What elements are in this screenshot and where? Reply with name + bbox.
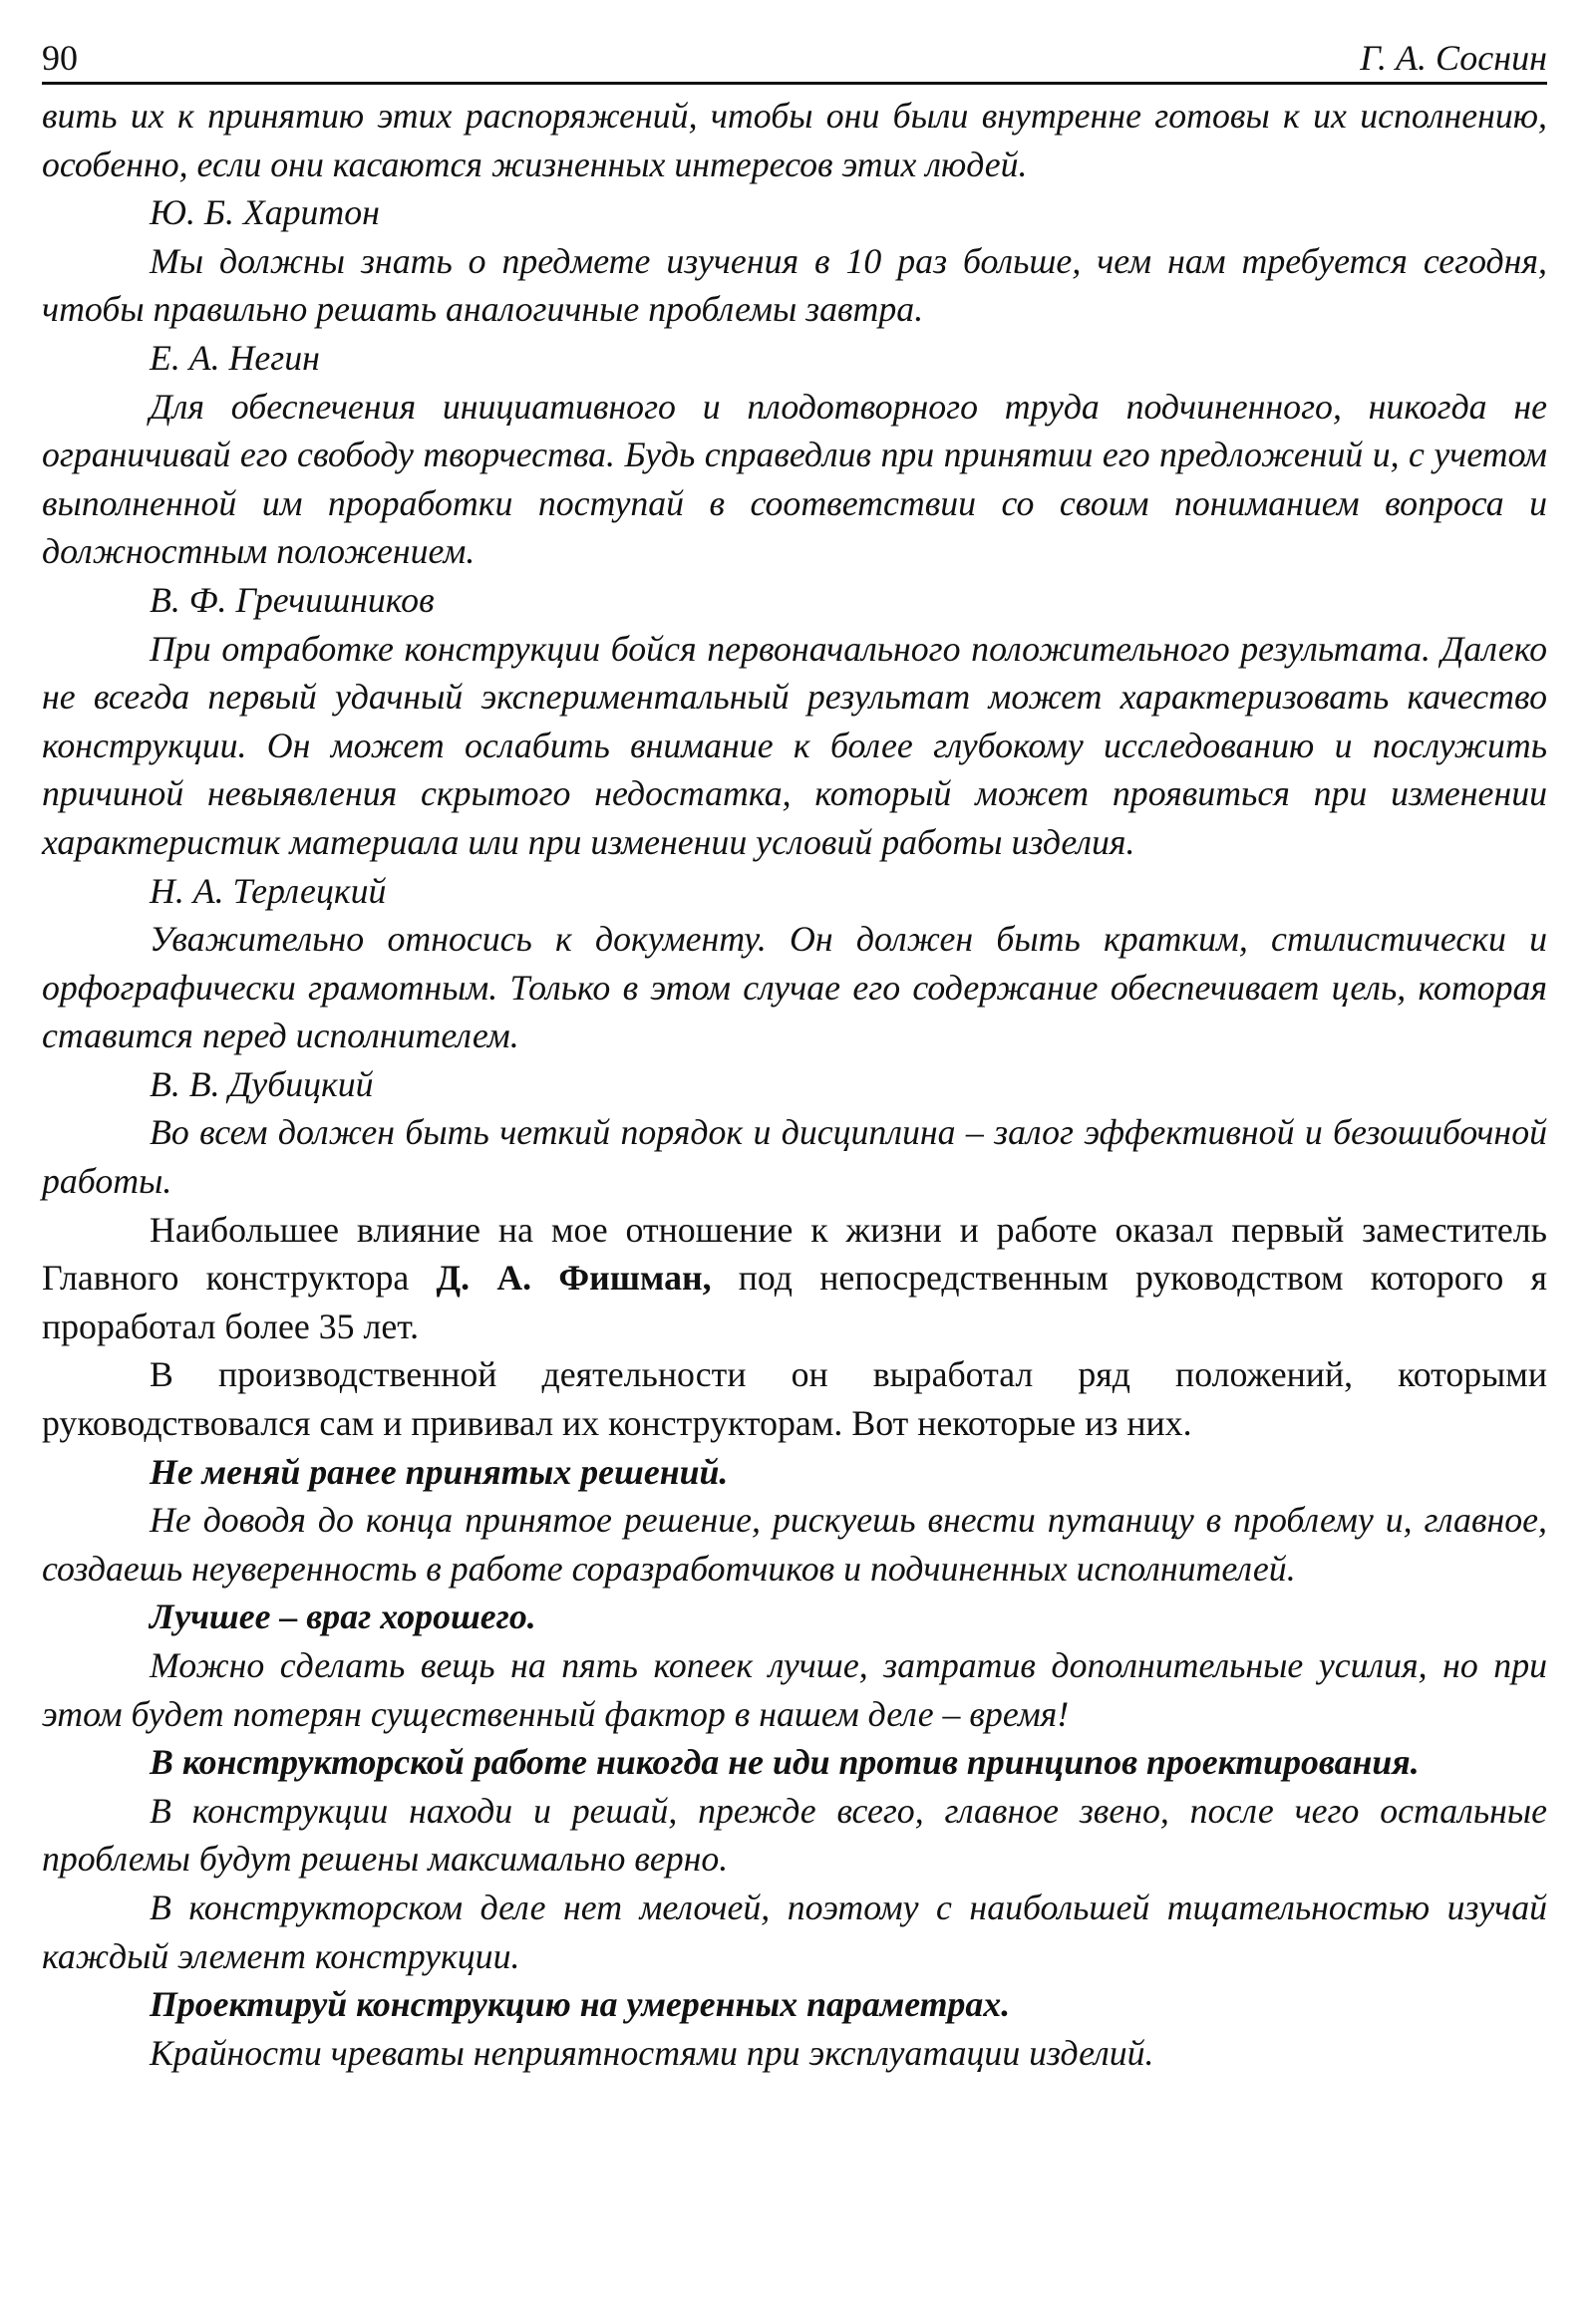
running-header <box>42 24 1547 80</box>
quote-author: Е. А. Негин <box>150 337 320 378</box>
principle-text: В конструкторском деле нет мелочей, поэтому с наибольшей тщательностью изучай каждый элемент конструкции. <box>42 1887 1547 1976</box>
quote-text: Уважительно относись к документу. Он должен быть кратким, стилистически и орфографически грамотным. Только в этом случае его содержание обеспечивает цель, которая ставится перед исполнителем. <box>42 919 1547 1056</box>
quote-text: Для обеспечения инициативного и плодотворного труда подчиненного, никогда не ограничивай его свободу творчества. Будь справедлив при принятии его предложений и, с учетом выполненной им проработки поступай в соответствии со своим пониманием вопроса и должностным положением. <box>42 386 1547 572</box>
quote-text: При отработке конструкции бойся первоначального положительного результата. Далеко не всегда первый удачный экспериментальный результат может характеризовать качество конструкции. Он может ослабить внимание к более глубокому исследованию и послужить причиной невыявления скрытого недостатка, который может проявиться при изменении характеристик материала или при изменении условий работы изделия. <box>42 628 1547 862</box>
principle-text: Крайности чреваты неприятностями при эксплуатации изделий. <box>150 2032 1154 2073</box>
header-rule <box>42 82 1547 85</box>
principle-heading: Проектируй конструкцию на умеренных параметрах. <box>150 1984 1011 2025</box>
body-text: под непосредственным руководством которого я проработал более 35 лет. <box>42 1258 1548 1346</box>
principle-heading: В конструкторской работе никогда не иди против принципов проектирования. <box>150 1742 1420 1783</box>
page-body <box>42 92 1547 2077</box>
quote-text: Мы должны знать о предмете изучения в 10 раз больше, чем нам требуется сегодня, чтобы правильно решать аналогичные проблемы завтра. <box>42 240 1547 330</box>
principle-text: В конструкции находи и решай, прежде всего, главное звено, после чего остальные проблемы будут решены максимально верно. <box>42 1790 1547 1880</box>
page-number: 90 <box>42 38 78 78</box>
body-paragraph: В производственной деятельности он выработал ряд положений, которыми руководствовался сам и прививал их конструкторам. Вот некоторые из них. <box>42 1354 1547 1444</box>
principle-heading: Не меняй ранее принятых решений. <box>150 1451 729 1492</box>
quote-text: Во всем должен быть четкий порядок и дисциплина – залог эффективной и безошибочной работы. <box>42 1112 1547 1202</box>
quote-author: В. Ф. Гречишников <box>150 579 435 620</box>
body-paragraph <box>42 1206 1547 1351</box>
principle-text: Можно сделать вещь на пять копеек лучше, затратив дополнительные усилия, но при этом будет потерян существенный фактор в нашем деле – время! <box>42 1645 1547 1734</box>
quote-author: В. В. Дубицкий <box>150 1063 374 1104</box>
quote-author: Ю. Б. Харитон <box>150 192 380 233</box>
quote-continuation: вить их к принятию этих распоряжений, чтобы они были внутренне готовы к их исполнению, особенно, если они касаются жизненных интересов этих людей. <box>42 96 1547 184</box>
running-author: Г. А. Соснин <box>1360 38 1547 78</box>
person-name: Д. А. Фишман, <box>436 1258 712 1299</box>
principle-text: Не доводя до конца принятое решение, рискуешь внести путаницу в проблему и, главное, создаешь неуверенность в работе соразработчиков и подчиненных исполнителей. <box>42 1500 1547 1589</box>
quote-author: Н. А. Терлецкий <box>150 870 387 911</box>
principle-heading: Лучшее – враг хорошего. <box>150 1597 536 1637</box>
body-text: Наибольшее влияние на мое отношение к жизни и работе оказал первый заместитель Главного конструктора <box>42 1209 1547 1299</box>
